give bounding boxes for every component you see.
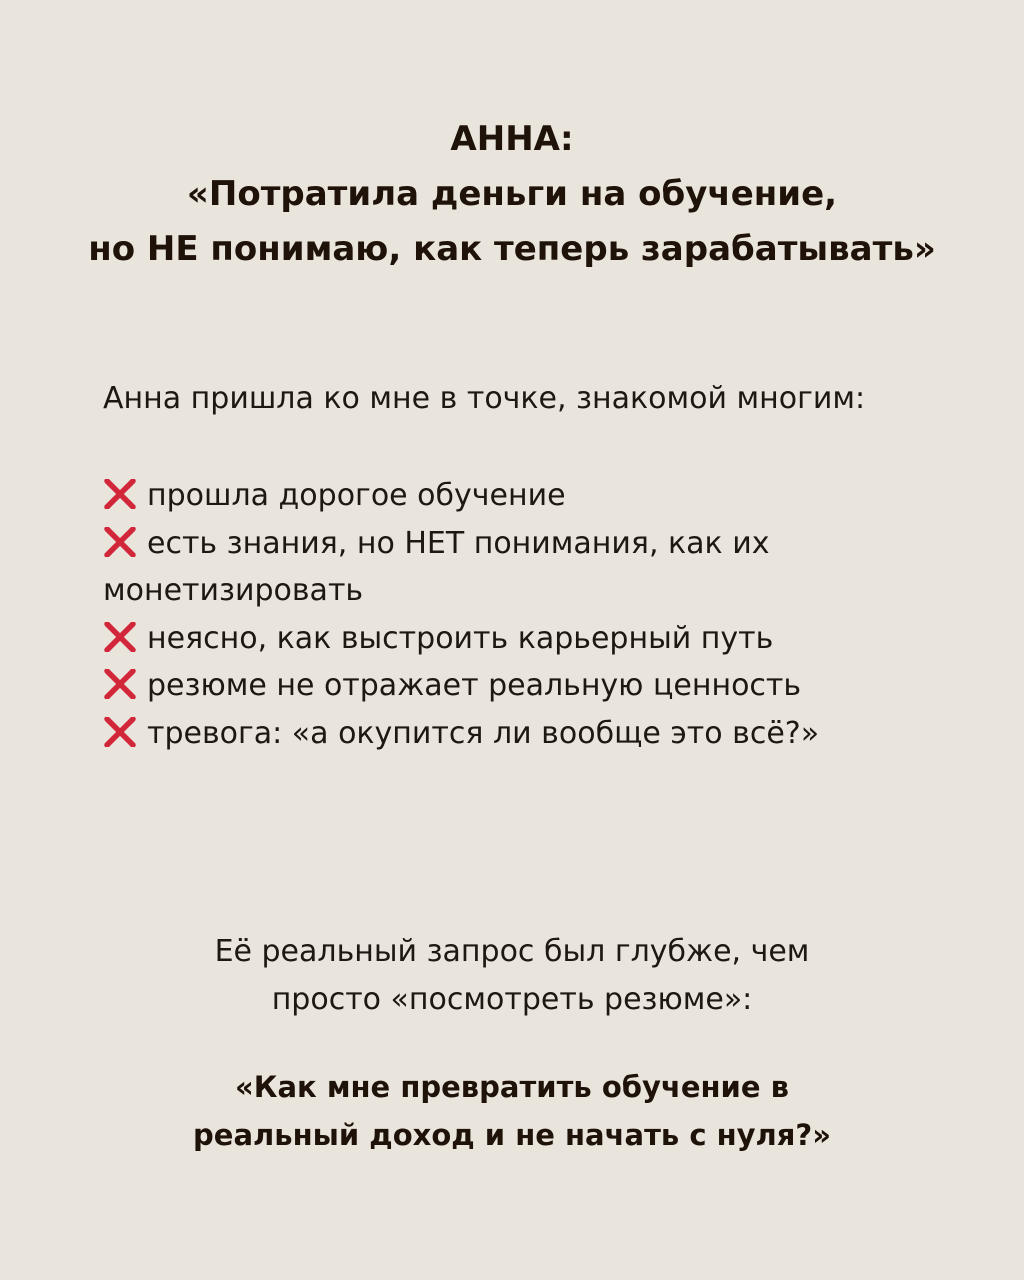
list-item-text: неясно, как выстроить карьерный путь — [147, 620, 774, 656]
intro-text: Анна пришла ко мне в точке, знакомой многим: — [103, 381, 866, 416]
list-item — [103, 662, 923, 710]
cross-mark-icon — [103, 622, 137, 652]
heading-name: АННА: — [450, 119, 574, 159]
key-question-line-1: «Как мне превратить обучение в — [235, 1070, 789, 1104]
list-item-text: резюме не отражает реальную ценность — [147, 668, 802, 703]
list-item-text: тревога: «а окупится ли вообще это всё?» — [147, 715, 820, 751]
heading-quote-line-2: но НЕ понимаю, как теперь зарабатывать» — [88, 229, 936, 269]
list-item — [103, 472, 923, 520]
list-item-continuation: монетизировать — [103, 573, 364, 608]
problem-list — [103, 472, 923, 757]
list-item-text: прошла дорогое обучение — [147, 478, 566, 513]
closing-text — [0, 928, 1024, 1023]
list-item — [103, 520, 923, 568]
list-item-text: есть знания, но НЕТ понимания, как их — [147, 525, 770, 561]
closing-line-2: просто «посмотреть резюме»: — [271, 981, 753, 1017]
cross-mark-icon — [103, 527, 137, 557]
cross-mark-icon — [103, 479, 137, 509]
cross-mark-icon — [103, 669, 137, 699]
list-item — [103, 710, 923, 758]
key-question-line-2: реальный доход и не начать с нуля?» — [193, 1117, 831, 1152]
closing-line-1: Её реальный запрос был глубже, чем — [214, 934, 810, 969]
key-question — [0, 1064, 1024, 1159]
heading-quote-line-1: «Потратила деньги на обучение, — [186, 174, 838, 214]
list-item — [103, 615, 923, 663]
cross-mark-icon — [103, 717, 137, 747]
heading — [0, 112, 1024, 277]
